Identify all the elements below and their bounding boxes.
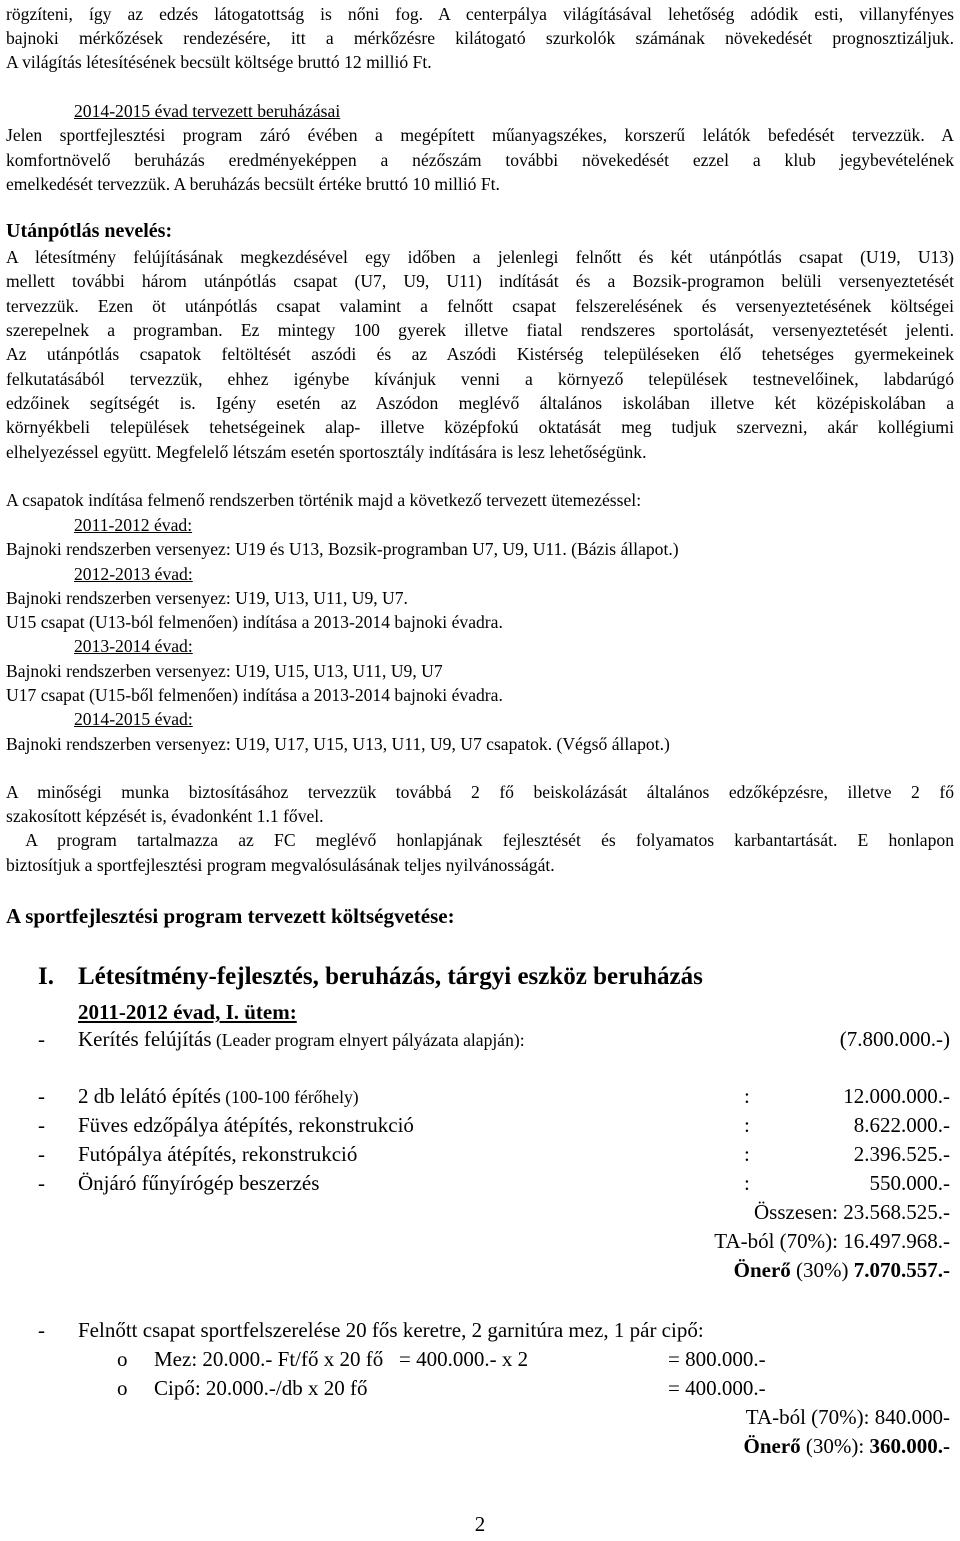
fence-amount: (7.800.000.-) [839,1027,950,1051]
schedule-season-2-line-1: Bajnoki rendszerben versenyez: U19, U13, U11, U9, U7. [6,588,408,608]
equipment-sub-shoes-bullet: o [117,1376,128,1400]
equipment-sub-shoes-text: Cipő: 20.000.-/db x 20 fő [154,1376,368,1400]
equipment-sub-jersey [117,1347,528,1371]
youth-line-7: edzőinek segítségét is. Igény esetén az Aszódon meglévő általános iskolában illetve két középiskolában a [6,393,954,413]
schedule-season-3 [74,634,193,658]
item-stands-label: 2 db lelátó építés [78,1084,221,1108]
section-1-subtitle-text: 2011-2012 évad, I. ütem: [78,1000,297,1024]
intro-line-1: rögzíteni, így az edzés látogatottság is nőni fog. A centerpálya világításával lehetőség adódik esti, villanyfényes [6,4,954,24]
total-own [0,1258,950,1282]
equipment-own-label: Önerő [743,1434,801,1458]
item-training-pitch-label: Füves edzőpálya átépítés, rekonstrukció [78,1113,414,1137]
youth-line-3: tervezzük. Ezen öt utánpótlás csapat valamint a felnőtt csapat felszerelésének és versenyeztetésének költségei [6,296,954,316]
equipment-sub-jersey-text: Mez: 20.000.- Ft/fő x 20 fő = 400.000.- x 2 [154,1347,529,1371]
youth-line-1: A létesítmény felújításának megkezdésével egy időben a jelenlegi felnőtt és két utánpótlás csapat (U19, U13) [6,247,954,267]
item-stands-dash: - [38,1084,45,1108]
section-1-number: I. [38,963,54,990]
schedule-season-2 [74,562,193,586]
website-line-1: A program tartalmazza az FC meglévő honlapjának fejlesztését és folyamatos karbantartását. E honlapon [6,830,954,850]
schedule-season-3-line-1: Bajnoki rendszerben versenyez: U19, U15, U13, U11, U9, U7 [6,661,443,681]
intro-line-2: bajnoki mérkőzések rendezésére, itt a mérkőzésre kilátogató szurkolók számának növekedését prognosztizáljuk. [6,28,954,48]
equipment-own [0,1434,950,1458]
item-training-pitch-amount: 8.622.000.- [853,1113,950,1137]
season-2014-line-2: komfortnövelő beruházás eredményeképpen a nézőszám további növekedését ezzel a klub jegybevételének [6,150,954,170]
equipment-sub-jersey-eq: = 800.000.- [668,1347,766,1371]
schedule-season-4-label: 2014-2015 évad: [74,709,193,729]
budget-heading: A sportfejlesztési program tervezett költségvetése: [6,904,455,928]
schedule-season-3-label: 2013-2014 évad: [74,636,193,656]
youth-line-4: szerepelnek a programban. Ez mintegy 100 gyerek illetve fiatal rendszeres sportolását, versenyeztetését jelenti. [6,320,954,340]
item-training-pitch-dash: - [38,1113,45,1137]
schedule-season-1 [74,513,192,537]
season-2014-heading [74,99,340,123]
schedule-season-4 [74,707,193,731]
section-1-heading [38,965,703,989]
total-ta: TA-ból (70%): 16.497.968.- [714,1229,950,1253]
item-stands-amount: 12.000.000.- [843,1084,950,1108]
schedule-season-4-line-1: Bajnoki rendszerben versenyez: U19, U17, U15, U13, U11, U9, U7 csapatok. (Végső állapot.) [6,734,670,754]
equipment-sub-jersey-bullet: o [117,1347,128,1371]
item-running-track-colon: : [744,1142,750,1166]
section-1-title: Létesítmény-fejlesztés, beruházás, tárgyi eszköz beruházás [78,963,703,990]
item-mower-label: Önjáró fűnyírógép beszerzés [78,1171,320,1195]
equipment-item [38,1318,704,1342]
item-training-pitch-colon: : [744,1113,750,1137]
equipment-own-value: 360.000.- [869,1434,950,1458]
item-mower-dash: - [38,1171,45,1195]
item-stands-colon: : [744,1084,750,1108]
fence-note: (Leader program elnyert pályázata alapján): [211,1030,525,1050]
item-stands-note: (100-100 férőhely) [220,1087,359,1107]
schedule-season-2-label: 2012-2013 évad: [74,564,193,584]
section-1-subtitle [78,1000,297,1024]
total-sum: Összesen: 23.568.525.- [754,1200,950,1224]
season-2014-heading-text: 2014-2015 évad tervezett beruházásai [74,101,341,121]
page-number: 2 [474,1512,486,1536]
equipment-own-pct: (30%): [800,1434,870,1458]
item-mower-amount: 550.000.- [869,1171,950,1195]
fence-label: Kerítés felújítás [78,1027,212,1051]
item-running-track-label: Futópálya átépítés, rekonstrukció [78,1142,358,1166]
equipment-ta: TA-ból (70%): 840.000- [745,1405,950,1429]
season-2014-line-3: emelkedését tervezzük. A beruházás becsült értéke bruttó 10 millió Ft. [6,174,500,194]
youth-line-6: felkutatásából tervezzük, ehhez igénybe kívánjuk venni a környező települések testnevelőinek, labdarúgó [6,369,954,389]
equipment-label: Felnőtt csapat sportfelszerelése 20 fős keretre, 2 garnitúra mez, 1 pár cipő: [78,1318,704,1342]
total-own-value: 7.070.557.- [853,1258,950,1282]
total-own-label: Önerő [733,1258,791,1282]
schedule-season-1-line-1: Bajnoki rendszerben versenyez: U19 és U13, Bozsik-programban U7, U9, U11. (Bázis állapot.) [6,539,679,559]
youth-line-8: környékbeli települések tehetségeinek alap- illetve középfokú oktatását meg tudjuk szervezni, akár kollégiumi [6,417,954,437]
website-line-2: biztosítjuk a sportfejlesztési program megvalósulásának teljes nyilvánosságát. [6,855,555,875]
youth-heading: Utánpótlás nevelés: [6,220,173,242]
item-running-track-dash: - [38,1142,45,1166]
schedule-intro: A csapatok indítása felmenő rendszerben történik majd a következő tervezett ütemezéssel: [6,490,642,510]
equipment-sub-shoes-eq: = 400.000.- [668,1376,766,1400]
fence-dash: - [38,1027,45,1051]
equipment-dash: - [38,1318,45,1342]
youth-line-9: elhelyezéssel együtt. Megfelelő létszám esetén sportosztály indítására is lesz lehetőségünk. [6,442,647,462]
intro-line-3: A világítás létesítésének becsült költsége bruttó 12 millió Ft. [6,52,432,72]
item-running-track-amount: 2.396.525.- [853,1142,950,1166]
season-2014-line-1: Jelen sportfejlesztési program záró évében a megépített műanyagszékes, korszerű lelátók befedését tervezzük. A [6,125,954,145]
quality-line-2: szakosított képzését is, évadonként 1.1 fővel. [6,806,324,826]
item-mower-colon: : [744,1171,750,1195]
schedule-season-3-line-2: U17 csapat (U15-ből felmenően) indítása a 2013-2014 bajnoki évadra. [6,685,503,705]
quality-line-1: A minőségi munka biztosításához tervezzük továbbá 2 fő beiskolázását általános edzőképzésre, illetve 2 fő [6,782,954,802]
schedule-season-1-label: 2011-2012 évad: [74,515,193,535]
youth-line-2: mellett további három utánpótlás csapat (U7, U9, U11) indítását és a Bozsik-programon belüli versenyeztetését [6,271,954,291]
total-own-pct: (30%) [790,1258,854,1282]
equipment-sub-shoes [117,1376,368,1400]
schedule-season-2-line-2: U15 csapat (U13-ból felmenően) indítása a 2013-2014 bajnoki évadra. [6,612,503,632]
youth-line-5: Az utánpótlás csapatok feltöltését aszódi és az Aszódi Kistérség településeken élő tehetséges gyermekeinek [6,344,954,364]
